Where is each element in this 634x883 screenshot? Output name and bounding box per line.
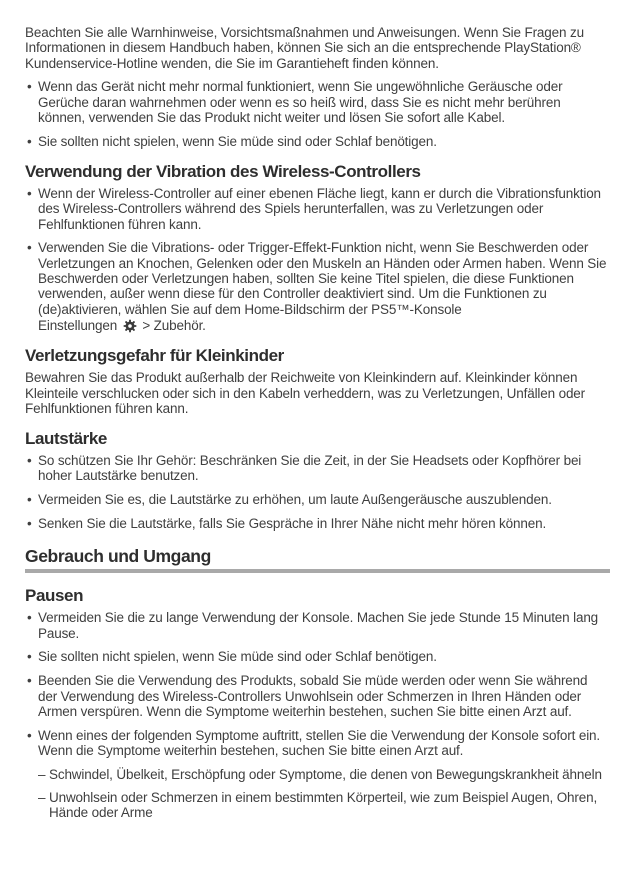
bullet-marker: • [27, 492, 32, 508]
list-item [27, 186, 610, 232]
settings-label: Einstellungen [38, 317, 118, 333]
sub-list-item [38, 767, 610, 782]
settings-gear-icon [123, 319, 137, 333]
intro-paragraph: Beachten Sie alle Warnhinweise, Vorsichtsmaßnahmen und Anweisungen. Wenn Sie Fragen zu Informationen in diesem Handbuch haben, können Sie sich an die entsprechende PlayStation® Kundenservice-Hotline wenden, die Sie im Garantieheft finden können. [25, 25, 584, 71]
bullet-marker: • [27, 673, 32, 689]
list-item [27, 516, 610, 531]
bullet-marker: • [27, 186, 32, 202]
bullet-marker: • [27, 516, 32, 532]
list-item [27, 453, 610, 484]
section-title-lautstaerke: Lautstärke [25, 429, 107, 449]
list-item-text: Sie sollten nicht spielen, wenn Sie müde sind oder Schlaf benötigen. [38, 649, 437, 665]
section-title-kleinkinder: Verletzungsgefahr für Kleinkinder [25, 346, 284, 366]
section-title-vibration: Verwendung der Vibration des Wireless-Controllers [25, 162, 421, 182]
sub-list-item-text: Unwohlsein oder Schmerzen in einem bestimmten Körperteil, wie zum Beispiel Augen, Ohren, Hände oder Arme [49, 790, 598, 821]
list-item [27, 492, 610, 507]
list-item-text-main: Verwenden Sie die Vibrations- oder Trigger-Effekt-Funktion nicht, wenn Sie Beschwerden oder Verletzungen an Knochen, Gelenken oder den Muskeln an Händen oder Armen haben. Wenn Sie Beschwerden oder Verletzungen haben, sollten Sie keine Titel spielen, die diese Funktionen verwenden, außer wenn diese für den Controller deaktiviert sind. Um die Funktionen zu (de)aktivieren, wählen Sie auf dem Home-Bildschirm der PS5™-Konsole [38, 240, 607, 317]
list-item [27, 649, 610, 664]
bullet-marker: • [27, 453, 32, 469]
list-item-text: Vermeiden Sie die zu lange Verwendung der Konsole. Machen Sie jede Stunde 15 Minuten lang Pause. [38, 610, 599, 641]
bullet-marker: • [27, 79, 32, 95]
lautstaerke-bullet-list [25, 453, 610, 531]
list-item [27, 79, 610, 125]
list-item-text: Vermeiden Sie es, die Lautstärke zu erhöhen, um laute Außengeräusche auszublenden. [38, 492, 552, 508]
list-item-text: So schützen Sie Ihr Gehör: Beschränken Sie die Zeit, in der Sie Headsets oder Kopfhörer bei hoher Lautstärke benutzen. [38, 453, 582, 484]
kleinkinder-paragraph: Bewahren Sie das Produkt außerhalb der Reichweite von Kleinkindern auf. Kleinkinder können Kleinteile verschlucken oder sich in den Kabeln verheddern, was zu Verletzungen, Unfällen oder Fehlfunktionen führen kann. [25, 370, 585, 416]
bullet-marker: • [27, 649, 32, 665]
major-section-title-gebrauch: Gebrauch und Umgang [25, 546, 211, 567]
dash-marker: – [38, 790, 46, 805]
list-item-text: Wenn eines der folgenden Symptome auftritt, stellen Sie die Verwendung der Konsole sofort ein. Wenn die Symptome weiterhin bestehen, suchen Sie bitte einen Arzt auf. [38, 727, 600, 758]
bullet-marker: • [27, 610, 32, 626]
dash-marker: – [38, 766, 46, 782]
list-item-text: Sie sollten nicht spielen, wenn Sie müde sind oder Schlaf benötigen. [38, 133, 437, 149]
section-title-pausen: Pausen [25, 586, 84, 606]
sub-list-item-text: Schwindel, Übelkeit, Erschöpfung oder Symptome, die denen von Bewegungskrankheit ähneln [49, 766, 602, 782]
intro-bullet-list [25, 79, 610, 149]
bullet-marker: • [27, 240, 32, 256]
list-item [27, 728, 610, 759]
list-item-text: Beenden Sie die Verwendung des Produkts, sobald Sie müde werden oder wenn Sie während der Verwendung des Wireless-Controllers Unwohlsein oder Schmerzen in Ihren Händen oder Armen verspüren. Wenn die Symptome weiterhin bestehen, suchen Sie bitte einen Arzt auf. [38, 673, 588, 719]
pausen-bullet-list [25, 610, 610, 820]
settings-suffix: > Zubehör. [142, 317, 206, 333]
vibration-bullet-list [25, 186, 610, 333]
bullet-marker: • [27, 133, 32, 149]
list-item-text: Wenn das Gerät nicht mehr normal funktioniert, wenn Sie ungewöhnliche Geräusche oder Gerüche daran wahrnehmen oder wenn es so heiß wird, dass Sie es nicht mehr berühren können, verwenden Sie das Produkt nicht weiter und lösen Sie sofort alle Kabel. [38, 79, 563, 125]
list-item-text: Wenn der Wireless-Controller auf einer ebenen Fläche liegt, kann er durch die Vibrationsfunktion des Wireless-Controllers während des Spiels herunterfallen, was zu Verletzungen oder Fehlfunktionen führen kann. [38, 186, 601, 232]
symptom-sub-list [36, 767, 610, 821]
list-item [27, 240, 610, 333]
bullet-marker: • [27, 727, 32, 743]
list-item-text: Senken Sie die Lautstärke, falls Sie Gespräche in Ihrer Nähe nicht mehr hören können. [38, 516, 547, 532]
list-item-text [38, 240, 610, 333]
list-item [27, 134, 610, 149]
sub-list-item [38, 790, 610, 821]
list-item [27, 610, 610, 641]
section-divider-rule [25, 569, 610, 573]
list-item [27, 673, 610, 719]
settings-menu-path [38, 318, 610, 333]
